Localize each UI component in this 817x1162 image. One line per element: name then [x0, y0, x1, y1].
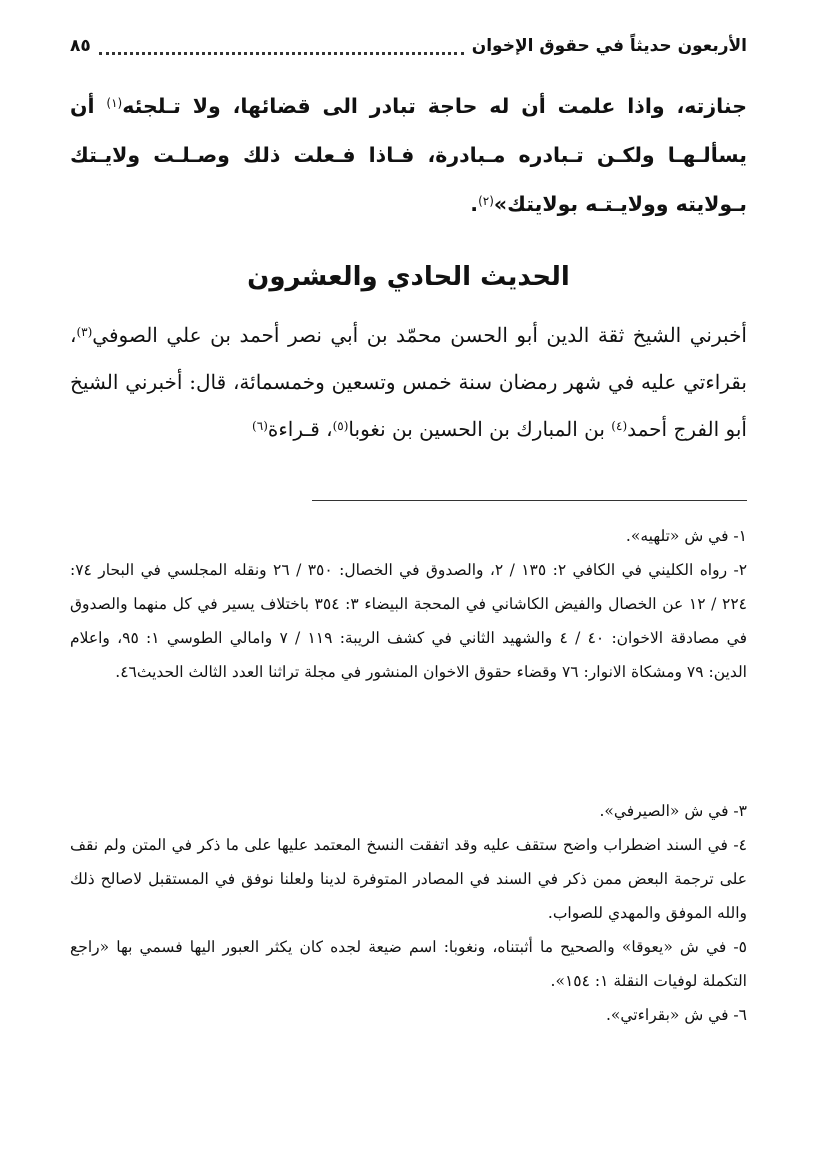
footnote-ref-3: (٣) [76, 325, 93, 339]
footnote-ref-4: (٤) [611, 419, 628, 433]
footnote-1: ١- في ش «تلهيه». [625, 527, 747, 545]
continued-text-end: . [470, 192, 479, 216]
footnote-4: ٤- في السند اضطراب واضح ستقف عليه وقد اتفقت النسخ المعتمد عليها على ما ذكر في المتن ولم نقف على ترجمة البعض ممن ذكر في السند في المصادر المتوفرة لدينا ولعلنا نوفق في المستقبل لاصالح ذلك والله الموفق والمهدي للصواب. [70, 836, 747, 922]
hadith-text-2: ، بقراءتي عليه في شهر رمضان سنة خمس وتسعين وخمسمائة، قال: أخبرني الشيخ أبو الفرج أحمد [70, 323, 747, 441]
footnote-3: ٣- في ش «الصيرفي». [599, 802, 747, 820]
footnote-6: ٦- في ش «بقراءتي». [605, 1006, 747, 1024]
running-header [70, 30, 747, 62]
hadith-paragraph [70, 312, 747, 453]
continued-text-1: جنازته، واذا علمت أن له حاجة تبادر الى قضائها، ولا تـلجئه [122, 94, 747, 118]
footnotes-group-2 [70, 794, 747, 1032]
footnote-ref-5: (٥) [332, 419, 349, 433]
footnote-separator [312, 500, 747, 501]
footnote-5: ٥- في ش «يعوقا» والصحيح ما أثبتناه، ونغوبا: اسم ضيعة لجده كان يكثر العبور اليها فسمي بها «راجع التكملة لوفيات النقلة ١: ١٥٤». [70, 938, 747, 990]
hadith-text-3: بن المبارك بن الحسين بن نغوبا [348, 417, 612, 441]
footnote-ref-2: (٢) [478, 194, 494, 208]
hadith-text-4: ، قـراءة [267, 417, 333, 441]
section-heading: الحديث الحادي والعشرون [247, 262, 570, 292]
leader-dots [99, 38, 464, 55]
continued-text-2: أن يسألـهـا ولكـن تـبادره مـبادرة، فـاذا فـعلت ذلك وصـلـت ولايـتك بـولايته وولايـتـه بولايتك» [70, 94, 747, 216]
footnotes-group-1 [70, 519, 747, 689]
running-title: الأربعون حديثاً في حقوق الإخوان [471, 36, 747, 56]
page-number: ٨٥ [70, 36, 91, 56]
footnote-2: ٢- رواه الكليني في الكافي ٢: ١٣٥ / ٢، والصدوق في الخصال: ٣٥٠ / ٢٦ ونقله المجلسي في البحار ٧٤: ٢٢٤ / ١٢ عن الخصال والفيض الكاشاني في المحجة البيضاء ٣: ٣٥٤ باختلاف يسير في كل منهما والصدوق في مصادقة الاخوان: ٤٠ / ٤ والشهيد الثاني في كشف الريبة: ١١٩ / ٧ وامالي الطوسي ١: ٩٥، واعلام الدين: ٧٩ ومشكاة الانوار: ٧٦ وقضاء حقوق الاخوان المنشور في مجلة تراثنا العدد الثالث الحديث٤٦. [70, 561, 748, 681]
footnote-ref-6: (٦) [252, 419, 268, 433]
hadith-text-1: أخبرني الشيخ ثقة الدين أبو الحسن محمّد بن أبي نصر أحمد بن علي الصوفي [92, 323, 747, 347]
continued-paragraph [70, 82, 747, 229]
footnote-ref-1: (١) [106, 96, 123, 110]
